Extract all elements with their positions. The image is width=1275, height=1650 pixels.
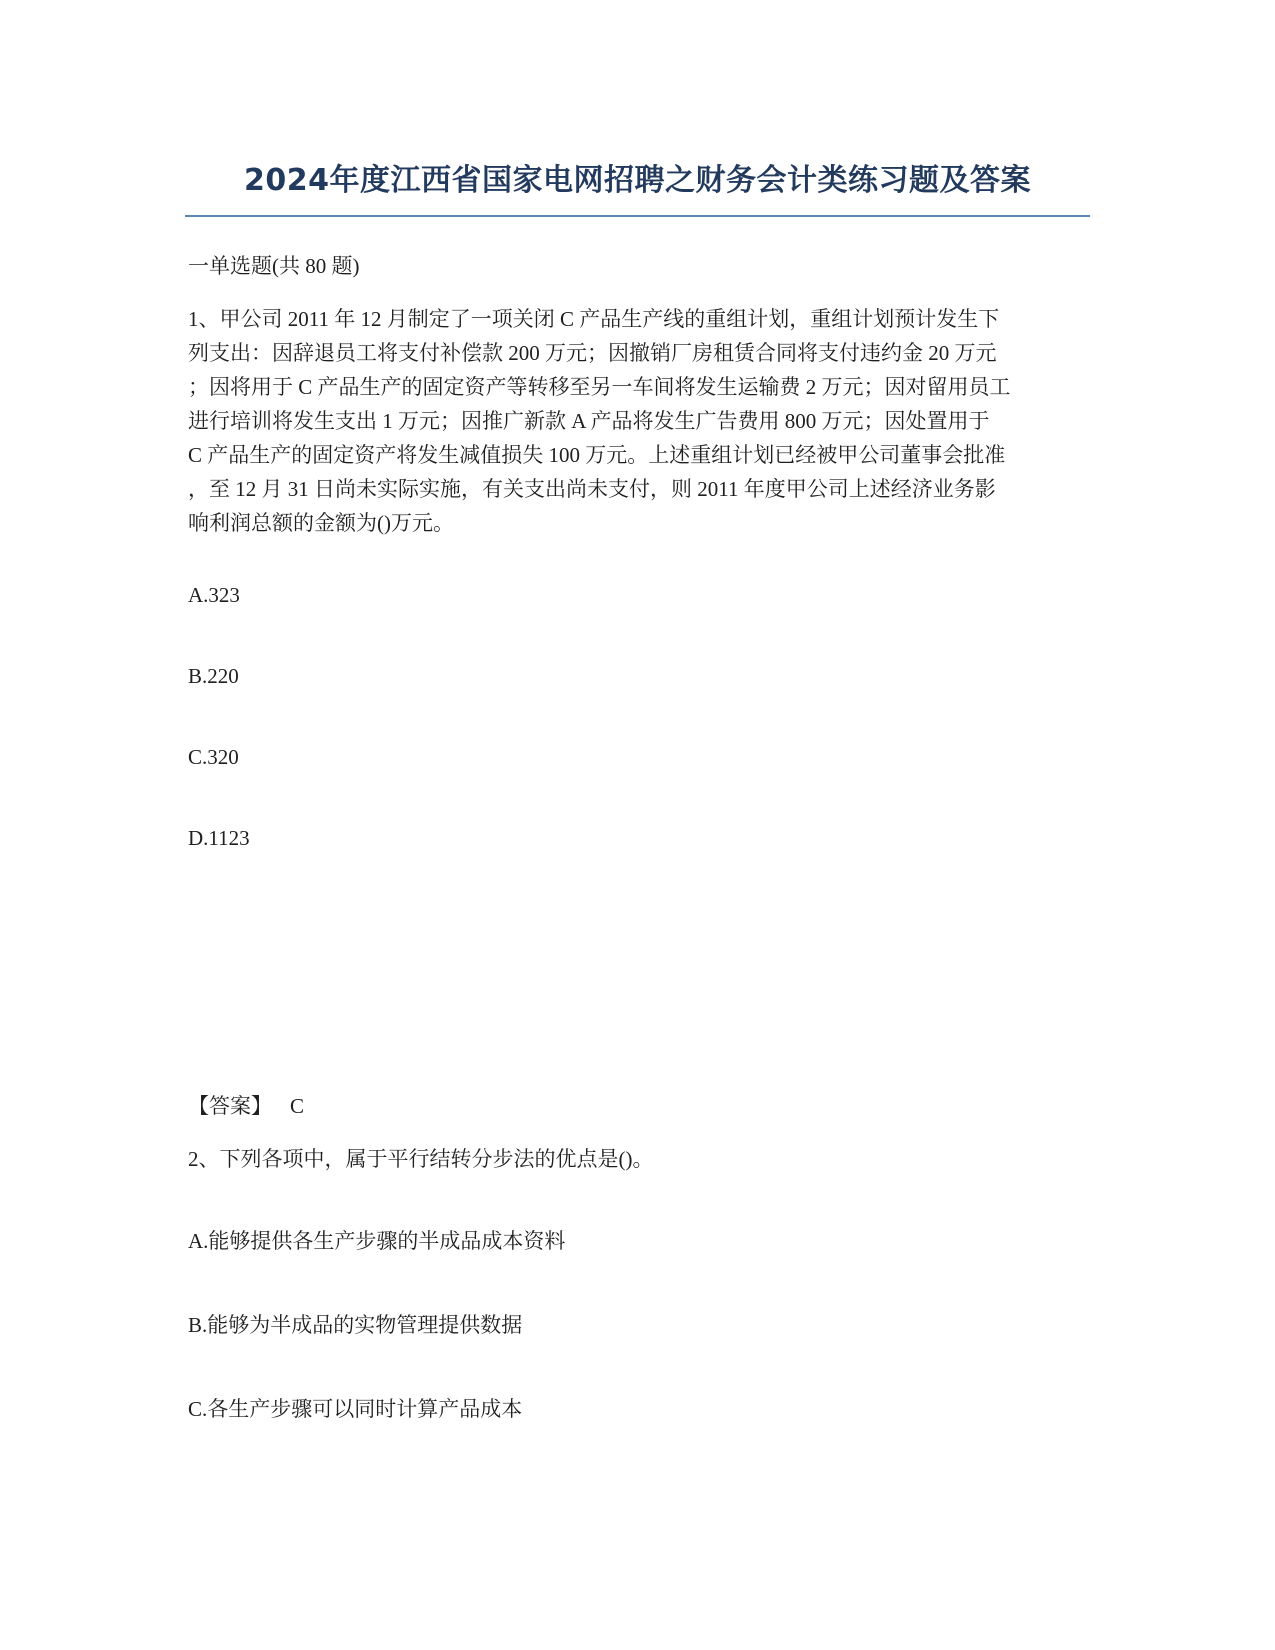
question-1-option-b: B.220	[188, 664, 239, 688]
question-1-answer	[188, 1090, 304, 1120]
section-heading: 一单选题(共 80 题)	[188, 254, 360, 278]
question-1-option-d: D.1123	[188, 826, 250, 850]
question-2-option-c: C.各生产步骤可以同时计算产品成本	[188, 1397, 523, 1421]
answer-label: 【答案】	[188, 1094, 272, 1118]
question-1-line: C 产品生产的固定资产将发生减值损失 100 万元。上述重组计划已经被甲公司董事会批准	[188, 443, 1006, 467]
answer-value: C	[290, 1094, 305, 1118]
question-1-stem	[188, 302, 1088, 540]
question-2-stem: 2、下列各项中，属于平行结转分步法的优点是()。	[188, 1147, 654, 1171]
question-1-line: ，至 12 月 31 日尚未实际实施，有关支出尚未支付，则 2011 年度甲公司上述经济业务影	[188, 477, 996, 501]
question-2-option-a: A.能够提供各生产步骤的半成品成本资料	[188, 1229, 566, 1253]
question-1-line: ；因将用于 C 产品生产的固定资产等转移至另一车间将发生运输费 2 万元；因对留用员工	[188, 375, 1011, 399]
question-1-option-c: C.320	[188, 745, 239, 769]
question-1-line: 响利润总额的金额为()万元。	[188, 511, 454, 535]
question-1-line: 列支出：因辞退员工将支付补偿款 200 万元；因撤销厂房租赁合同将支付违约金 20 万元	[188, 341, 997, 365]
title-divider	[185, 215, 1090, 217]
question-1-option-a: A.323	[188, 583, 240, 607]
question-1-line: 1、甲公司 2011 年 12 月制定了一项关闭 C 产品生产线的重组计划，重组计划预计发生下	[188, 307, 1000, 331]
question-1-line: 进行培训将发生支出 1 万元；因推广新款 A 产品将发生广告费用 800 万元；因处置用于	[188, 409, 990, 433]
question-2-option-b: B.能够为半成品的实物管理提供数据	[188, 1313, 523, 1337]
document-title: 2024年度江西省国家电网招聘之财务会计类练习题及答案	[244, 163, 1031, 198]
